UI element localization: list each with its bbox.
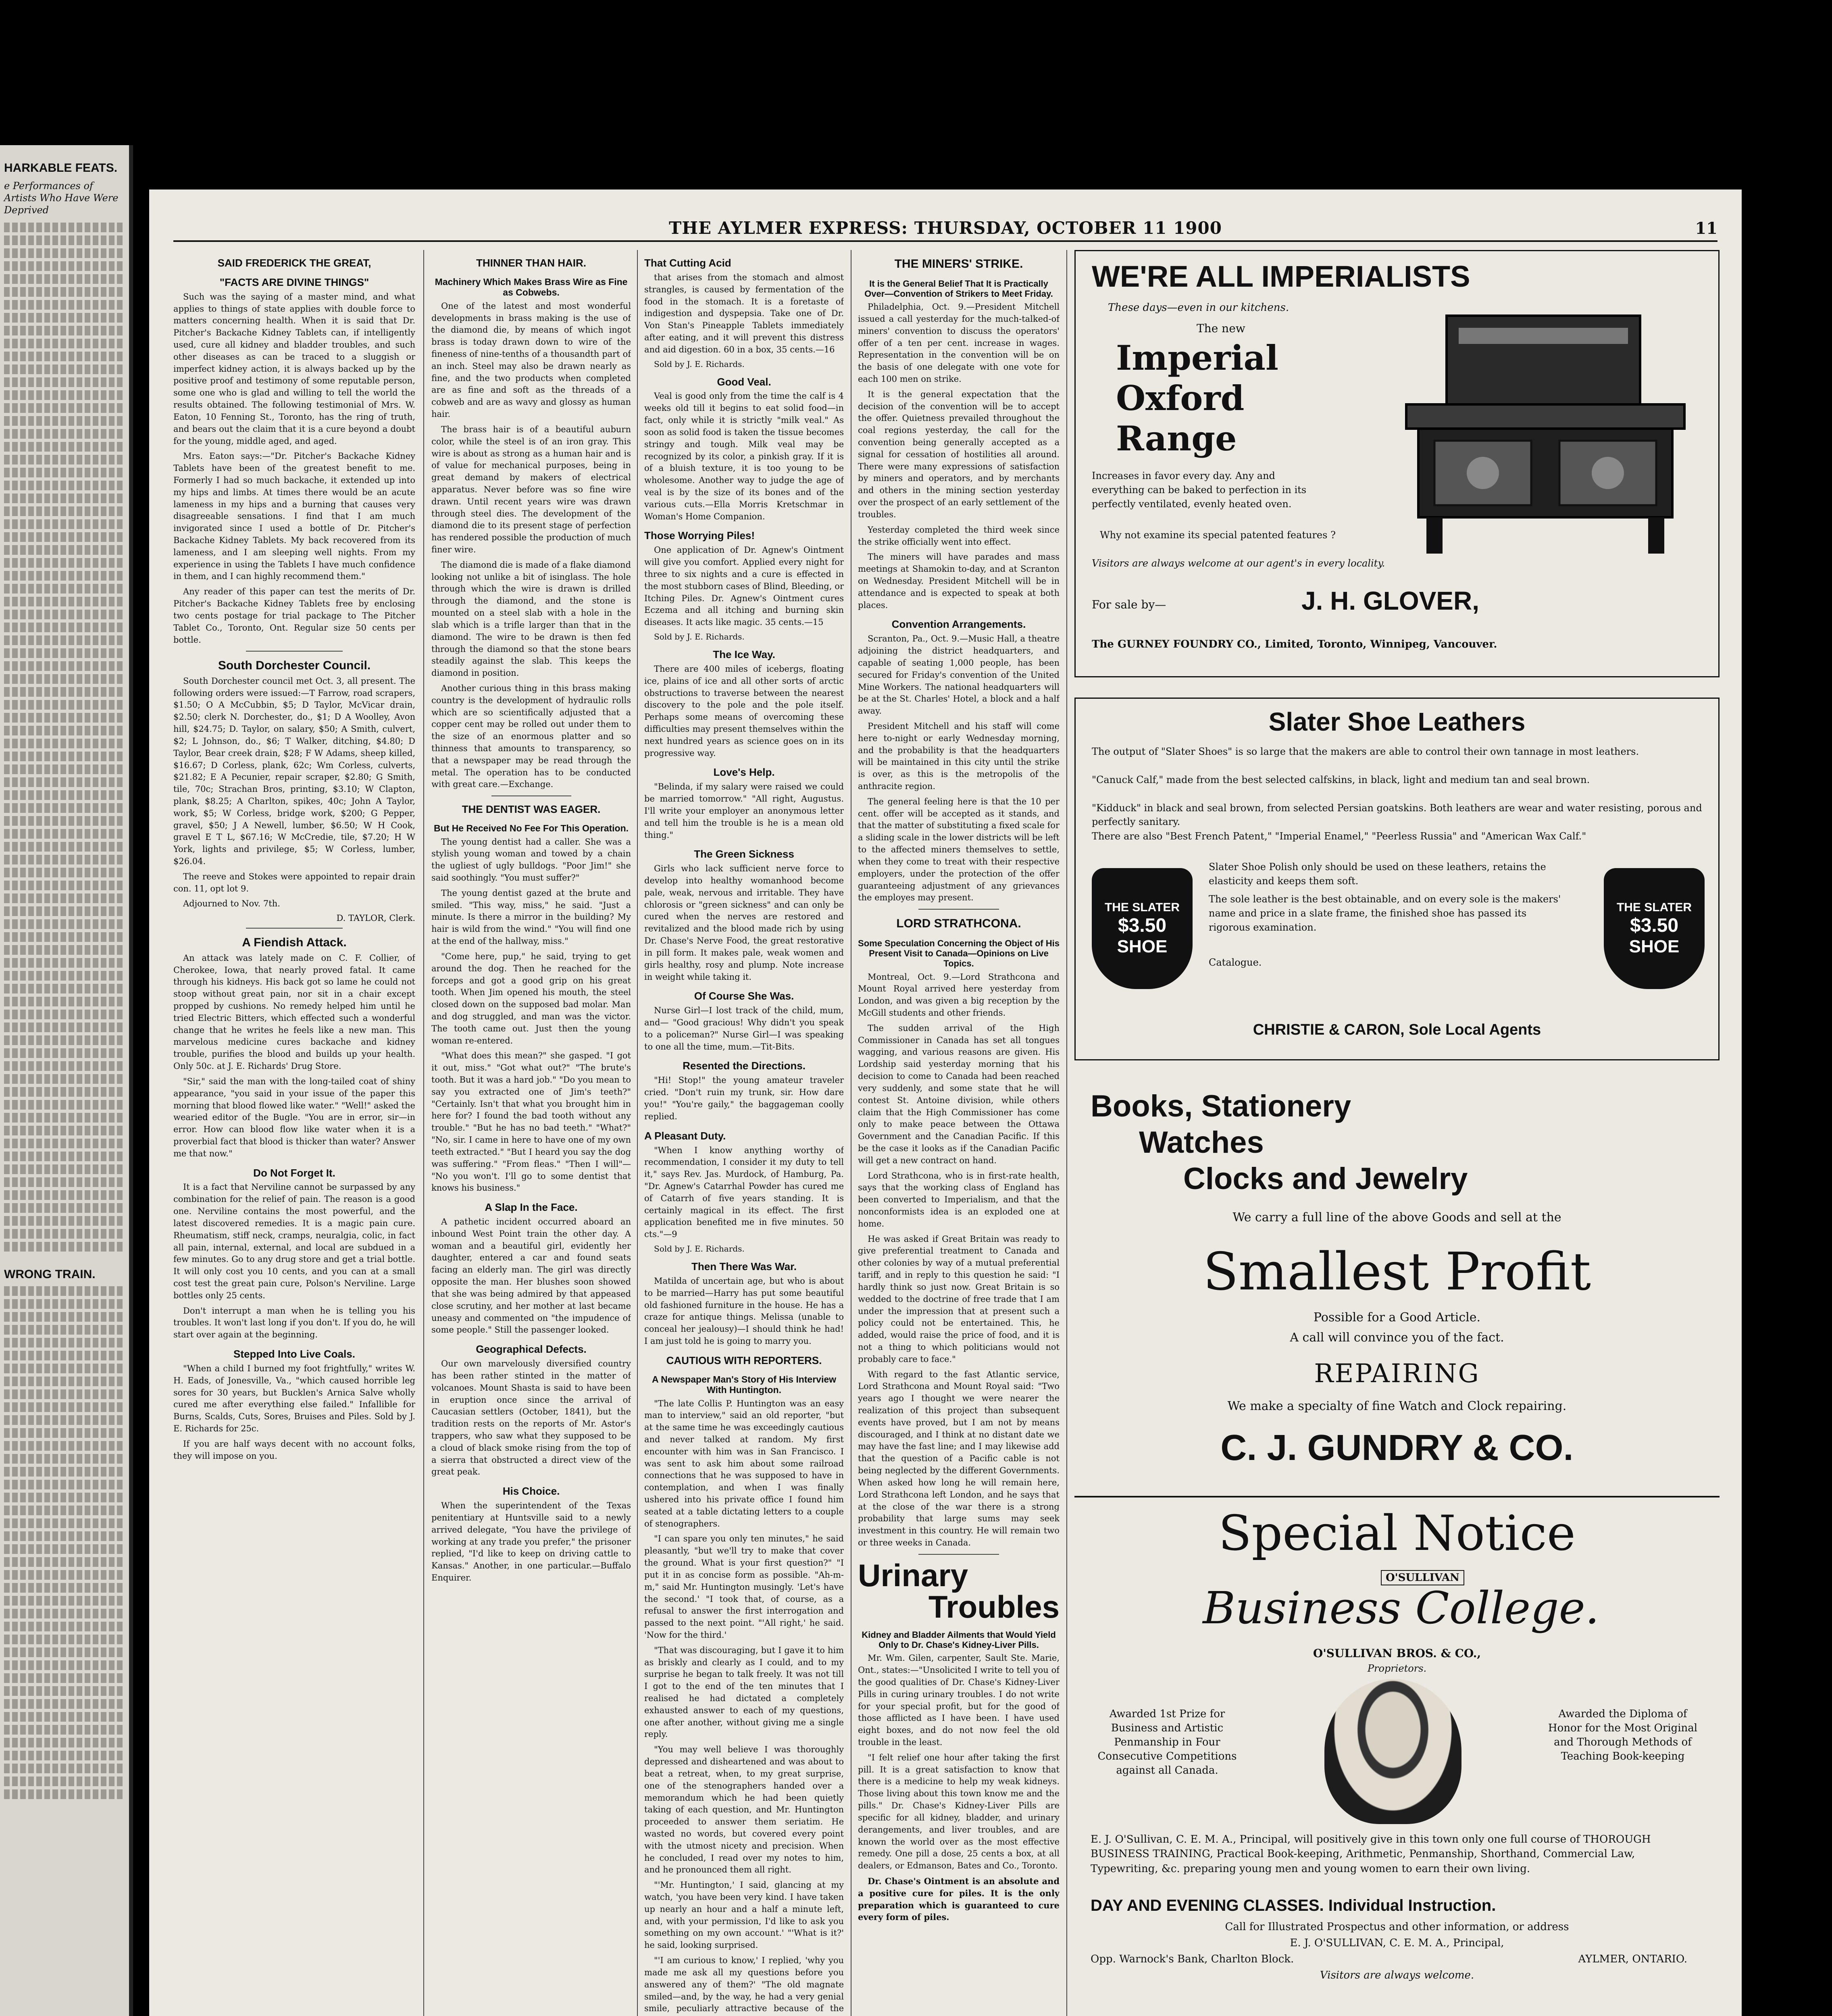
article-heading: Then There Was War. [691, 1260, 797, 1273]
article-paragraph: The miners will have parades and mass meetings at Shamokin to-day, and at Scranton on Wednesday. President Mitchell will be in attendance and is expected to speak at both places. [858, 552, 1060, 610]
shoe-brand: THE SLATER [1104, 900, 1180, 914]
article-heading: The Ice Way. [713, 648, 775, 660]
slater-shoe-logo [1092, 868, 1193, 989]
store-name: C. J. GUNDRY & CO. [1220, 1428, 1574, 1468]
agent-name: J. H. GLOVER, [1301, 586, 1479, 615]
article-paragraph: "I can spare you only ten minutes," he said pleasantly, "but we'll try to make that cover the ground. What is your first question?" "I put it in as concise form as possible. "Ah-m-m," said Mr. Huntington musingly. 'Let's have the second.' "I took that, of course, as a refusal to answer the first interrogation and passed to the next point. "'All right,' he said. 'Now for the third.' [644, 1534, 844, 1640]
advert-title-line: Books, Stationery [1091, 1089, 1351, 1123]
article-heading: South Dorchester Council. [218, 659, 371, 673]
advert-title: Slater Shoe Leathers [1268, 707, 1526, 736]
product-name-line: Oxford [1116, 378, 1245, 418]
article-heading: Love's Help. [713, 766, 775, 779]
article-paragraph: Mrs. Eaton says:—"Dr. Pitcher's Backache Kidney Tablets have been of the greatest benefit to me. Formerly I had so much backache, it extended up into my hips and limbs. At times there would be an acute lameness in my hips and a burning that causes very disagreeable sensations. I find that I am much invigorated since I used a bottle of Dr. Pitcher's Backache Kidney Tablets. My back recovered from its lameness, and I am sleeping well nights. From my experience in using the Tablets I have much confidence in them, and I can highly recommend them." [173, 451, 415, 581]
article-paragraph: An attack was lately made on C. F. Collier, of Cherokee, Iowa, that nearly proved fatal. It came through his kidneys. His back got so lame he could not stoop without great pain, nor sit in a chair except propped by cushions. No remedy helped him until he tried Electric Bitters, which effected such a wonderful change that he writes he feels like a new man. This marvelous medicine cures backache and kidney trouble, purifies the blood and builds up your health. Only 50c. at J. E. Richards' Drug Store. [173, 953, 415, 1071]
seller-line: Sold by J. E. Richards. [654, 631, 745, 641]
article-paragraph: The diamond die is made of a flake diamond looking not unlike a bit of isinglass. The hole through which the wire is drawn is drilled through the diamond, and the stone is mounted on a steel slab with a hole in the slab which is a trifle larger than that in the diamond. The wire to be drawn is then fed through the diamond so that the stone bears steadily against the slab. This keeps the diamond in position. [431, 560, 631, 678]
article-paragraph: It is a fact that Nerviline cannot be surpassed by any combination for the relief of pain. The reason is a good one. Nerviline contains the most powerful, and the latest discovered remedies. It is a magic pain cure. Rheumatism, stiff neck, cramps, neuralgia, colic, in fact all pain, internal, external, and local are subdued in a few minutes. Go to any drug store and get a trial bottle. It will only cost you 10 cents, and you can at a small cost test the great pain cure, Polson's Nerviline. Large bottles only 25 cents. [173, 1182, 415, 1300]
masthead-title: THE AYLMER EXPRESS: THURSDAY, OCTOBER 11 1900 [669, 218, 1222, 238]
shoe-price: $3.50 [1630, 914, 1679, 936]
article-heading: LORD STRATHCONA. [896, 917, 1021, 931]
college-address: Opp. Warnock's Bank, Charlton Block. [1091, 1953, 1294, 1965]
column-4 [858, 250, 1060, 2016]
divider [918, 909, 999, 910]
column-3 [644, 250, 844, 2016]
column-rule [637, 250, 638, 2016]
column-2 [431, 250, 631, 2016]
article-heading: The Green Sickness [694, 848, 794, 860]
article-paragraph: "Sir," said the man with the long-tailed coat of shiny appearance, "you said in your issue of the paper this morning that blood flowed like water." "Well!" asked the wearied editor of the Bugle. "You are in error, sir—in error. How can blood flow like water when it is a proverbial fact that blood is thicker than water? Answer me that now." [173, 1076, 415, 1158]
principal-portrait [1324, 1679, 1461, 1824]
advert-text: E. J. O'SULLIVAN, C. E. M. A., Principal, [1290, 1937, 1504, 1949]
article-paragraph: Lord Strathcona, who is in first-rate health, says that the working class of England has been converted to Imperialism, and that the nonconformists idea is an exploded one at home. [858, 1170, 1060, 1229]
article-paragraph: The reeve and Stokes were appointed to repair drain con. 11, opt lot 9. [173, 871, 415, 893]
article-paragraph: "What does this mean?" she gasped. "I got it out, miss." "Got what out?" "The brute's tooth. But it was a hard job." "Do you mean to say you extracted one of Jim's teeth?" "Certainly. Isn't that what you brought him in here for? I found the bad tooth without any trouble." "But he has no bad teeth." "What?" "No, sir. I came in here to have one of my own teeth extracted." "But I heard you say the dog was suffering." "From fleas." "Then I will"— "No you won't. I'll go to some dentist that knows his business." [431, 1051, 631, 1193]
article-paragraph: Scranton, Pa., Oct. 9.—Music Hall, a theatre adjoining the district headquarters, and capable of seating 1,000 people, has been secured for Friday's convention of the United Mine Workers. The national headquarters will be at the St. Charles' Hotel, a block and a half away. [858, 634, 1060, 716]
proprietors-name: O'SULLIVAN BROS. & CO., [1313, 1647, 1481, 1660]
advert-text: Slater Shoe Polish only should be used on these leathers, retains the elasticity and keeps them soft. [1209, 861, 1546, 887]
advert-subtitle: REPAIRING [1314, 1359, 1480, 1389]
adjacent-page-heading: HARKABLE FEATS. [4, 161, 118, 175]
article-paragraph: One of the latest and most wonderful developments in brass making is the use of the diamond die, by means of which ingot brass is today drawn down to wire of the fineness of nine-tenths of a thousandth part of an inch. Steel may also be drawn nearly as fine, and the two products when completed are as fine and soft as the threads of a cobweb and are as wavy and glossy as human hair. [431, 301, 631, 419]
seller-line: Sold by J. E. Richards. [654, 1244, 745, 1254]
article-paragraph: Girls who lack sufficient nerve force to develop into healthy womanhood become pale, weak, nervous and irritable. They have chlorosis or "green sickness" and can only be cured when the nerves are restored and revitalized and the blood made rich by using Dr. Chase's Nerve Food, the great restorative in pill form. It makes pale, weak women and girls healthy, rosy and plump. Note increase in weight while taking it. [644, 864, 844, 982]
article-heading: A Fiendish Attack. [242, 936, 347, 950]
column-rule [423, 250, 424, 2016]
article-paragraph: One application of Dr. Agnew's Ointment will give you comfort. Applied every night for three to six nights and a cure is effected in the most stubborn cases of Blind, Bleeding, or Itching Piles. Dr. Agnew's Ointment cures Eczema and all itching and burning skin diseases. It acts like magic. 35 cents.—15 [644, 545, 844, 627]
advert-text: "Canuck Calf," made from the best selected calfskins, in black, light and medium tan and seal brown. [1092, 774, 1590, 785]
article-paragraph: Our own marvelously diversified country has been rather stinted in the matter of volcanoes. Mount Shasta is said to have been in eruption once since the arrival of Caucasian settlers (October, 1841), but the tradition rests on the reports of Mr. Astor's trappers, who saw what they supposed to be a cloud of black smoke rising from the top of a sierra that obstructed a direct view of the great peak. [431, 1359, 631, 1477]
article-heading: CAUTIOUS WITH REPORTERS. [666, 1354, 822, 1366]
article-paragraph: The sudden arrival of the High Commissioner in Canada has set all tongues wagging, and various reasons are given. His Lordship said yesterday morning that his decision to come to Canada had been reached very suddenly, and some state that he will contest St. Antoine division, while others claim that the High Commissioner has come only to make peace between the Ottawa Government and the Canadian Pacific. If this be the case it looks as if the Canadian Pacific will get a new contract on hand. [858, 1023, 1060, 1165]
college-brand-small: O'SULLIVAN [1381, 1570, 1464, 1585]
award-text: Awarded the Diploma of Honor for the Most Original and Thorough Methods of Teaching Book-keeping [1548, 1708, 1698, 1763]
manufacturer-line: The GURNEY FOUNDRY CO., Limited, Toronto, Winnipeg, Vancouver. [1092, 638, 1497, 650]
article-paragraph: The general feeling here is that the 10 per cent. offer will be accepted as it stands, and that the matter of substituting a fixed scale for a sliding scale in the lower districts will be left to the affected miners themselves to settle, when they come to treat with their respective employers, under the protection of the offer guaranteeing adjustment of any grievances the employes may present. [858, 796, 1060, 903]
article-paragraph: Philadelphia, Oct. 9.—President Mitchell issued a call yesterday for the much-talked-of miners' convention to discuss the operators' offer of a ten per cent. increase in wages. Representation in the convention will be on the basis of one delegate with one vote for each 100 men on strike. [858, 302, 1060, 384]
advert-text: Catalogue. [1209, 957, 1262, 968]
article-heading: Do Not Forget It. [253, 1166, 335, 1179]
adjacent-page-strip [0, 145, 133, 2016]
article-paragraph: "'I am curious to know,' I replied, 'why you made me ask all my questions before you answered any of them?' "The old magnate smiled—and, by the way, he had a very genial smile, peculiarly attractive because of the [644, 1956, 844, 2014]
advert-title-line: Watches [1139, 1125, 1264, 1160]
advert-text: Proprietors. [1367, 1663, 1427, 1674]
advert-text: The new [1197, 322, 1245, 335]
page-number: 11 [1695, 219, 1718, 238]
article-subheading: But He Received No Fee For This Operation. [433, 823, 629, 834]
article-heading: THE DENTIST WAS EAGER. [462, 803, 601, 816]
article-paragraph: Dr. Chase's Ointment is an absolute and a positive cure for piles. It is the only preparation which is guaranteed to cure every form of piles. [858, 1876, 1060, 1922]
stove-illustration [1390, 304, 1701, 562]
gundry-jewelry-advert [1074, 1081, 1720, 1484]
advert-heading: That Cutting Acid [644, 257, 731, 269]
advert-text: Why not examine its special patented features ? [1100, 529, 1336, 541]
advert-text: The output of "Slater Shoes" is so large that the makers are able to control their own tannage in most leathers. [1092, 746, 1639, 757]
article-heading: Stepped Into Live Coals. [233, 1348, 355, 1360]
adjacent-page-text-block-2 [4, 1286, 123, 1799]
newspaper-page [149, 190, 1742, 2016]
article-subheading: Some Speculation Concerning the Object of His Present Visit to Canada—Opinions on Live Topics. [858, 938, 1060, 969]
article-heading: "FACTS ARE DIVINE THINGS" [219, 276, 369, 288]
article-paragraph: The young dentist had a caller. She was a stylish young woman and towed by a chain the ugliest of ugly bulldogs. "Poor Jim!" she said soothingly. "You must suffer?" [431, 837, 631, 883]
product-name-line: Range [1116, 419, 1237, 458]
article-paragraph: If you are half ways decent with no account folks, they will impose on you. [173, 1439, 415, 1461]
article-subheading: Machinery Which Makes Brass Wire as Fine as Cobwebs. [435, 276, 628, 298]
slater-shoe-logo [1604, 868, 1705, 989]
advert-text: Possible for a Good Article. [1313, 1310, 1481, 1325]
article-paragraph: A pathetic incident occurred aboard an inbound West Point train the other day. A woman and a beautiful girl, evidently her daughter, entered a car and found seats facing an elderly man. The girl was directly opposite the man. Her blushes soon showed that she was being admired by that appeased close scrutiny, and her mother at last became uneasy and commented on "the impudence of some people." Still the passenger looked. [431, 1217, 631, 1335]
article-paragraph: Any reader of this paper can test the merits of Dr. Pitcher's Backache Kidney Tablets free by enclosing two cents postage for trial package to The Pitcher Tablet Co., Toronto, Ont. Regular size 50 cents per bottle. [173, 587, 415, 645]
article-paragraph: The brass hair is of a beautiful auburn color, while the steel is of an iron gray. This wire is about as strong as a human hair and is of value for mechanical purposes, being in great demand by makers of electrical apparatus. Never before was so fine wire drawn. Until recent years wire was drawn through steel dies. The development of the diamond die to its present stage of perfection has rendered possible the production of much finer wire. [431, 424, 631, 555]
product-name-line: Imperial [1116, 338, 1278, 378]
article-paragraph: With regard to the fast Atlantic service, Lord Strathcona and Mount Royal said: "Two years ago I thought we were nearer the realization of this project than subsequent events have proved, but I am not by means discouraged, and I think at no distant date we may have the fast line; and I may likewise add that the question of a Pacific cable is not being neglected by the different Governments. When asked how long he will remain here, Lord Strathcona left London, and he says that at the close of the war there is a strong probability that large sums may seek investment in this country. He will remain two or three weeks in Canada. [858, 1369, 1060, 1547]
advert-heading: Those Worrying Piles! [644, 529, 755, 542]
advert-text: We carry a full line of the above Goods and sell at the [1232, 1210, 1561, 1225]
article-paragraph: "I felt relief one hour after taking the first pill. It is a great satisfaction to know that there is a medicine to help my weak kidneys. Those living about this town know me and the pills." Dr. Chase's Kidney-Liver Pills are specific for all kidney, bladder, and urinary derangements, and liver troubles, and are known the world over as the most effective remedy. One pill a dose, 25 cents a box, at all dealers, or Edmanson, Bates and Co., Toronto. [858, 1752, 1060, 1871]
article-paragraph: "Belinda, if my salary were raised we could be married tomorrow." "All right, Augustus. I'll write your employer an anonymous letter and tell him the trouble is he is a mean old thing." [644, 782, 844, 840]
adjacent-page-text-block [4, 223, 123, 1252]
article-heading: Resented the Directions. [683, 1060, 806, 1072]
article-heading: A Slap In the Face. [485, 1201, 578, 1214]
advert-text: Increases in favor every day. Any and everything can be baked to perfection in its perfectly ventilated, evenly heated oven. [1092, 470, 1307, 510]
article-paragraph: Such was the saying of a master mind, and what applies to things of state applies with double force to matters concerning health. When it is said that Dr. Pitcher's Backache Kidney Tablets can, if intelligently used, cure all kidney and bladder troubles, and such other diseases as can be traced to a sluggish or imperfect kidney action, it is always backed up by the positive proof and testimony of some reputable person, some one who is glad and willing to tell the world the results obtained. The following testimonial of Mrs. W. Eaton, 10 Fenning St., Toronto, has the ring of truth, and bears out the claim that it is a cure beyond a doubt for the young, middle aged, and aged. [173, 292, 415, 446]
article-paragraph: "When I know anything worthy of recommendation, I consider it my duty to tell it," says Rev. Jas. Murdock, of Hamburg, Pa. "Dr. Agnew's Catarrhal Powder has cured me of Catarrh of five years standing. It is certainly magical in its effect. The first application benefited me in five minutes. 50 cts."—9 [644, 1145, 844, 1239]
article-heading: SAID FREDERICK THE GREAT, [217, 257, 371, 269]
advert-subtitle: These days—even in our kitchens. [1108, 302, 1289, 314]
article-paragraph: There are 400 miles of icebergs, floating ice, plains of ice and all other sorts of arctic obstructions to traverse between the nearest discovery to the pole and the pole itself. Perhaps some means of overcoming these difficulties may present themselves within the next hundred years as science goes on in its progressive way. [644, 664, 844, 758]
advert-title: Special Notice [1218, 1506, 1576, 1562]
advert-title-line: Clocks and Jewelry [1183, 1162, 1468, 1196]
divider [246, 928, 343, 929]
advert-text: "Kidduck" in black and seal brown, from selected Persian goatskins. Both leathers are wear and water resisting, porous and perfectly sanitary. [1092, 802, 1702, 827]
slater-shoe-advert [1074, 698, 1720, 1060]
article-paragraph: Mr. Wm. Gilen, carpenter, Sault Ste. Marie, Ont., states:—"Unsolicited I write to tell you of the good qualities of Dr. Chase's Kidney-Liver Pills in curing urinary troubles. I do not write for your special profit, but for the good of those afflicted as I have been. I have used eight boxes, and do not now feel the old trouble in the least. [858, 1653, 1060, 1747]
advert-text: Visitors are always welcome. [1320, 1969, 1474, 1981]
article-paragraph: "Come here, pup," he said, trying to get around the dog. Then he reached for the forceps and got a good grip on his great tooth. When Jim opened his mouth, the steel closed down on the supposed bad molar. Man and dog struggled, and man was the victor. The tooth came out. Just then the young woman re-entered. [431, 951, 631, 1045]
article-paragraph: Yesterday completed the third week since the strike officially went into effect. [858, 525, 1060, 547]
article-heading: His Choice. [502, 1485, 560, 1497]
divider [918, 1554, 999, 1555]
article-heading: Good Veal. [717, 375, 771, 388]
advert-text: Call for Illustrated Prospectus and other information, or address [1225, 1921, 1569, 1933]
article-paragraph: "Hi! Stop!" the young amateur traveler cried. "Don't ruin my trunk, sir. How dare you!" "You're gaily," the baggageman coolly replied. [644, 1075, 844, 1121]
ads-column [1074, 250, 1720, 2016]
article-paragraph: He was asked if Great Britain was ready to give preferential treatment to Canada and other colonies by way of a mutual preferential tariff, and in reply to this question he said: "I hardly think so just now. Great Britain is so wedded to the doctrine of free trade that I am under the impression that at present such a policy could not be entertained. This, he added, would raise the price of food, and it is not a thing to which politicians would not probably care to face." [858, 1234, 1060, 1364]
advert-text: A call will convince you of the fact. [1290, 1331, 1504, 1345]
adjacent-page-subheading: e Performances of Artists Who Have Were Deprived [4, 180, 119, 216]
article-paragraph: The young dentist gazed at the brute and smiled. "This way, miss," he said. "Just a minute. Is there a mirror in the building? My hair is wild from the wind." "You will find one at the end of the hallway, miss." [431, 888, 631, 946]
article-paragraph: President Mitchell and his staff will come here to-night or early Wednesday morning, and the probability is that the headquarters will be maintained in this city until the strike is over, as this is the metropolis of the anthracite region. [858, 721, 1060, 791]
award-text: Awarded 1st Prize for Business and Artistic Penmanship in Four Consecutive Competitions against all Canada. [1097, 1708, 1237, 1777]
advert-big-line: Smallest Profit [1203, 1242, 1591, 1302]
advert-text: For sale by— [1092, 598, 1166, 611]
article-heading: Of Course She Was. [694, 990, 794, 1002]
article-paragraph: Nurse Girl—I lost track of the child, mum, and— "Good gracious! Why didn't you speak to a policeman?" Nurse Girl—I was speaking to one all the time, mum.—Tit-Bits. [644, 1006, 844, 1052]
article-heading: Geographical Defects. [476, 1343, 587, 1356]
advert-text: E. J. O'Sullivan, C. E. M. A., Principal, will positively give in this town only one full course of THOROUGH BUSINESS TRAINING, Practical Book-keeping, Arithmetic, Penmanship, Shorthand, Commercial Law, Typewriting, &c. preparing young men and young women to earn their own living. [1091, 1833, 1651, 1875]
advert-text: There are also "Best French Patent," "Imperial Enamel," "Peerless Russia" and "American Wax Calf." [1092, 831, 1586, 842]
article-paragraph: "When a child I burned my foot frightfully," writes W. H. Eads, of Jonesville, Va., "which caused horrible leg sores for 30 years, but Bucklen's Arnica Salve wholly cured me after everything else failed." Infallible for Burns, Scalds, Cuts, Sores, Bruises and Piles. Sold by J. E. Richards for 25c. [173, 1363, 415, 1433]
shoe-word: SHOE [1117, 936, 1168, 956]
article-paragraph: Montreal, Oct. 9.—Lord Strathcona and Mount Royal arrived here yesterday from London, and was given a big reception by the McGill students and other friends. [858, 972, 1060, 1018]
article-paragraph: Don't interrupt a man when he is telling you his troubles. It won't last long if you don't. If you do, he will start over again at the beginning. [173, 1306, 415, 1340]
business-college-advert [1074, 1496, 1720, 2016]
classes-line: DAY AND EVENING CLASSES. Individual Instruction. [1091, 1897, 1496, 1914]
article-heading: THE MINERS' STRIKE. [894, 257, 1023, 271]
masthead [173, 214, 1718, 242]
article-paragraph: "You may well believe I was thoroughly depressed and disheartened and was about to beat a retreat, when, to my great surprise, one of the stenographers handed over a memorandum which he had been quietly taking of each question, and Mr. Huntington proceeded to answer them seriatim. He wasted no words, but covered every point with the utmost nicety and precision. When he concluded, I read over my notes to him, and he pronounced them all right. [644, 1745, 844, 1875]
advert-text: Visitors are always welcome at our agent's in every locality. [1092, 558, 1385, 569]
article-paragraph: When the superintendent of the Texas penitentiary at Huntsville said to a newly arrived delegate, "You have the privilege of working at any trade you prefer," the prisoner replied, "I'd like to keep on driving cattle to Kansas." Another, in one particular.—Buffalo Enquirer. [431, 1501, 631, 1583]
college-town: AYLMER, ONTARIO. [1578, 1953, 1687, 1965]
article-paragraph: Adjourned to Nov. 7th. [183, 899, 280, 909]
article-heading: Convention Arrangements. [891, 618, 1026, 631]
shoe-word: SHOE [1629, 936, 1680, 956]
advert-headline: Urinary [858, 1557, 968, 1593]
advert-headline: Troubles [928, 1589, 1060, 1624]
advert-subheading: Kidney and Bladder Ailments that Would Yield Only to Dr. Chase's Kidney-Liver Pills. [862, 1629, 1056, 1650]
advert-text: We make a specialty of fine Watch and Clock repairing. [1227, 1399, 1567, 1413]
article-paragraph: It is the general expectation that the decision of the convention will be to accept the offer. Quietness prevailed throughout the coal regions yesterday, the call for the convention being generally accepted as a signal for cessation of hostilities all around. There were many expressions of satisfaction by miners and operators, and by merchants and others in the mining section yesterday over the prospect of an early settlement of the troubles. [858, 389, 1060, 519]
urinary-troubles-advert [858, 1557, 1060, 1923]
adjacent-page-section-heading: WRONG TRAIN. [4, 1268, 96, 1281]
article-subheading: It is the General Belief That It is Practically Over—Convention of Strikers to Meet Friday. [864, 278, 1053, 299]
divider [246, 651, 343, 652]
column-rule [1066, 250, 1067, 2016]
advert-text: The sole leather is the best obtainable, and on every sole is the makers' name and price in a slate frame, the finished shoe has passed its rigorous examination. [1209, 893, 1561, 933]
local-agents: CHRISTIE & CARON, Sole Local Agents [1253, 1021, 1541, 1038]
article-paragraph: "'Mr. Huntington,' I said, glancing at my watch, 'you have been very kind. I have taken up nearly an hour and a half a minute left, and, with your permission, I'd like to ask you something on my own account.' "'What is it?' he said, looking surprised. [644, 1880, 844, 1950]
article-paragraph: Veal is good only from the time the calf is 4 weeks old till it begins to eat solid food—in fact, only while it is strictly "milk veal." As soon as solid food is taken the tissue becomes stringy and tough. Milk veal may be recognized by its color, a pinkish gray. If it is of a bluish texture, it is too young to be wholesome. Another way to judge the age of veal is by the size of its bones and of the various cuts.—Ella Morris Kretschmar in Woman's Home Companion. [644, 391, 844, 521]
advert-title: WE'RE ALL IMPERIALISTS [1092, 260, 1470, 293]
shoe-price: $3.50 [1118, 914, 1167, 936]
column-1 [173, 250, 415, 2016]
article-paragraph: "The late Collis P. Huntington was an easy man to interview," said an old reporter, "but at the same time he was exceedingly cautious and never talked at random. My first encounter with him was in San Francisco. I was sent to ask him about some railroad connections that he was supposed to have in contemplation, and when I was finally ushered into his private office I found him seated at a table dictating letters to a couple of stenographers. [644, 1398, 844, 1529]
shoe-brand: THE SLATER [1616, 900, 1692, 914]
article-paragraph: South Dorchester council met Oct. 3, all present. The following orders were issued:—T Farrow, road scrapers, $1.50; O A McCubbin, $5; D Taylor, McVicar drain, $2.50; clerk N. Dorchester, do., $1; D A Woolley, Avon hill, $24.75; D. Taylor, on salary, $50; A Smith, culvert, $2; L Johnson, do., $6; T Walker, ditching, $4.80; D Taylor, Bear creek drain, $28; F W Adams, sheep killed, $16.67; D Corless, plank, 62c; Wm Corless, culverts, $21.82; E A Pecunier, repair scraper, $2.80; G Smith, tile, 70c; Strachan Bros, printing, $3.10; W Clapton, plank, $8.25; A Charlton, spikes, 40c; John A Taylor, work, $5; W Corless, bridge work, $200; G Pepper, gravel, $50; J A Newell, lumber, $6.50; W H Cook, gravel E T L, $67.16; W McCredie, tile, $7.20; H W York, lights and privilege, $5; W Corless, lumber, $26.04. [173, 676, 415, 866]
college-brand-script: Business College. [1203, 1582, 1599, 1634]
imperial-oxford-range-advert [1074, 250, 1720, 677]
article-paragraph: Another curious thing in this brass making country is the development of hydraulic rolls which are so scientifically adjusted that a copper cent may be rolled out under them to the size of an enormous platter and so thinness that amounts to transparency, so that a newspaper may be read through the metal. The operation has to be conducted with great care.—Exchange. [431, 683, 631, 789]
article-paragraph: "That was discouraging, but I gave it to him as briskly and clearly as I could, and to my surprise he began to talk freely. It was not till I got to the end of the ten minutes that I realised he had dictated a completely exhausted answer to each of my questions, one after another, without giving me a single reply. [644, 1645, 844, 1739]
article-signature: D. TAYLOR, Clerk. [336, 913, 415, 923]
article-heading: THINNER THAN HAIR. [476, 257, 586, 269]
article-paragraph: that arises from the stomach and almost strangles, is caused by fermentation of the food in the stomach. It is a foretaste of indigestion and dyspepsia. Take one of Dr. Von Stan's Pineapple Tablets immediately after eating, and it will prevent this distress and aid digestion. 60 in a box, 35 cents.—16 [644, 272, 844, 354]
seller-line: Sold by J. E. Richards. [654, 359, 745, 369]
advert-heading: A Pleasant Duty. [644, 1129, 726, 1142]
article-subheading: A Newspaper Man's Story of His Interview With Huntington. [652, 1374, 837, 1395]
article-paragraph: Matilda of uncertain age, but who is about to be married—Harry has put some beautiful old fashioned furniture in the house. He has a craze for antique things. Melissa (unable to conceal her jealousy)—I should think he had! I am just told he is going to marry you. [644, 1276, 844, 1346]
